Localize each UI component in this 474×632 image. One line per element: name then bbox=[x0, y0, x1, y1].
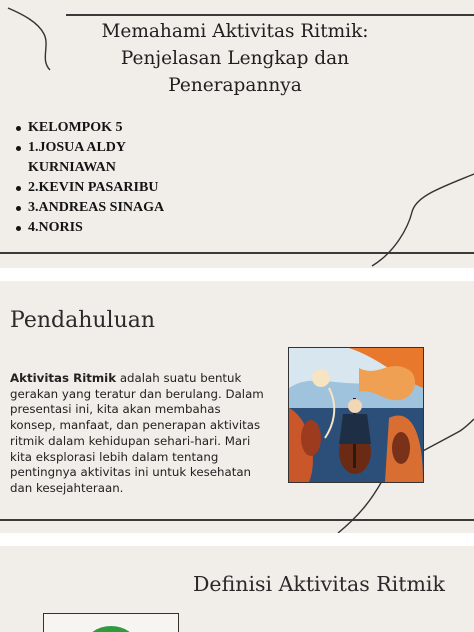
term-highlight: Aktivitas Ritmik bbox=[10, 371, 117, 385]
title-line: Penjelasan Lengkap dan bbox=[120, 48, 350, 69]
member-text: 2.KEVIN PASARIBU bbox=[28, 180, 159, 195]
member-item bbox=[14, 198, 184, 218]
member-text: 3.ANDREAS SINAGA bbox=[28, 200, 165, 215]
section-heading: Pendahuluan bbox=[10, 308, 156, 333]
bullet-icon bbox=[16, 206, 21, 211]
green-illustration bbox=[43, 613, 179, 632]
divider-line bbox=[66, 14, 474, 16]
member-item bbox=[14, 218, 184, 238]
slide-introduction bbox=[0, 281, 474, 533]
title-line: Penerapannya bbox=[168, 75, 302, 96]
divider-line bbox=[0, 252, 474, 254]
member-text: 1.JOSUA ALDY bbox=[28, 140, 127, 155]
paragraph-text: adalah suatu bentuk gerakan yang teratur dan berulang. Dalam presentasi ini, kita akan membahas konsep, manfaat, dan penerapan aktivitas ritmik dalam kehidupan sehari-hari. Mari kita eksplorasi lebih dalam tentang pentingnya aktivitas ini untuk kesehatan dan kesejahteraan. bbox=[10, 371, 264, 495]
section-heading: Definisi Aktivitas Ritmik bbox=[193, 572, 445, 596]
cello-players-illustration bbox=[288, 347, 424, 483]
member-item bbox=[14, 118, 184, 138]
member-text: 4.NORIS bbox=[28, 220, 83, 235]
divider-line bbox=[0, 519, 474, 521]
green-shape bbox=[85, 626, 137, 632]
bullet-icon bbox=[16, 226, 21, 231]
slide-definition bbox=[0, 546, 474, 632]
intro-paragraph bbox=[10, 371, 270, 497]
member-item bbox=[14, 138, 184, 178]
member-text: KURNIAWAN bbox=[28, 160, 116, 175]
presentation-title bbox=[95, 18, 375, 99]
bullet-icon bbox=[16, 186, 21, 191]
title-line: Memahami Aktivitas Ritmik: bbox=[101, 21, 369, 42]
slide-title bbox=[0, 0, 474, 268]
bullet-icon bbox=[16, 126, 21, 131]
member-list bbox=[14, 118, 184, 238]
member-text: KELOMPOK 5 bbox=[28, 120, 123, 135]
member-item bbox=[14, 178, 184, 198]
bullet-icon bbox=[16, 146, 21, 151]
